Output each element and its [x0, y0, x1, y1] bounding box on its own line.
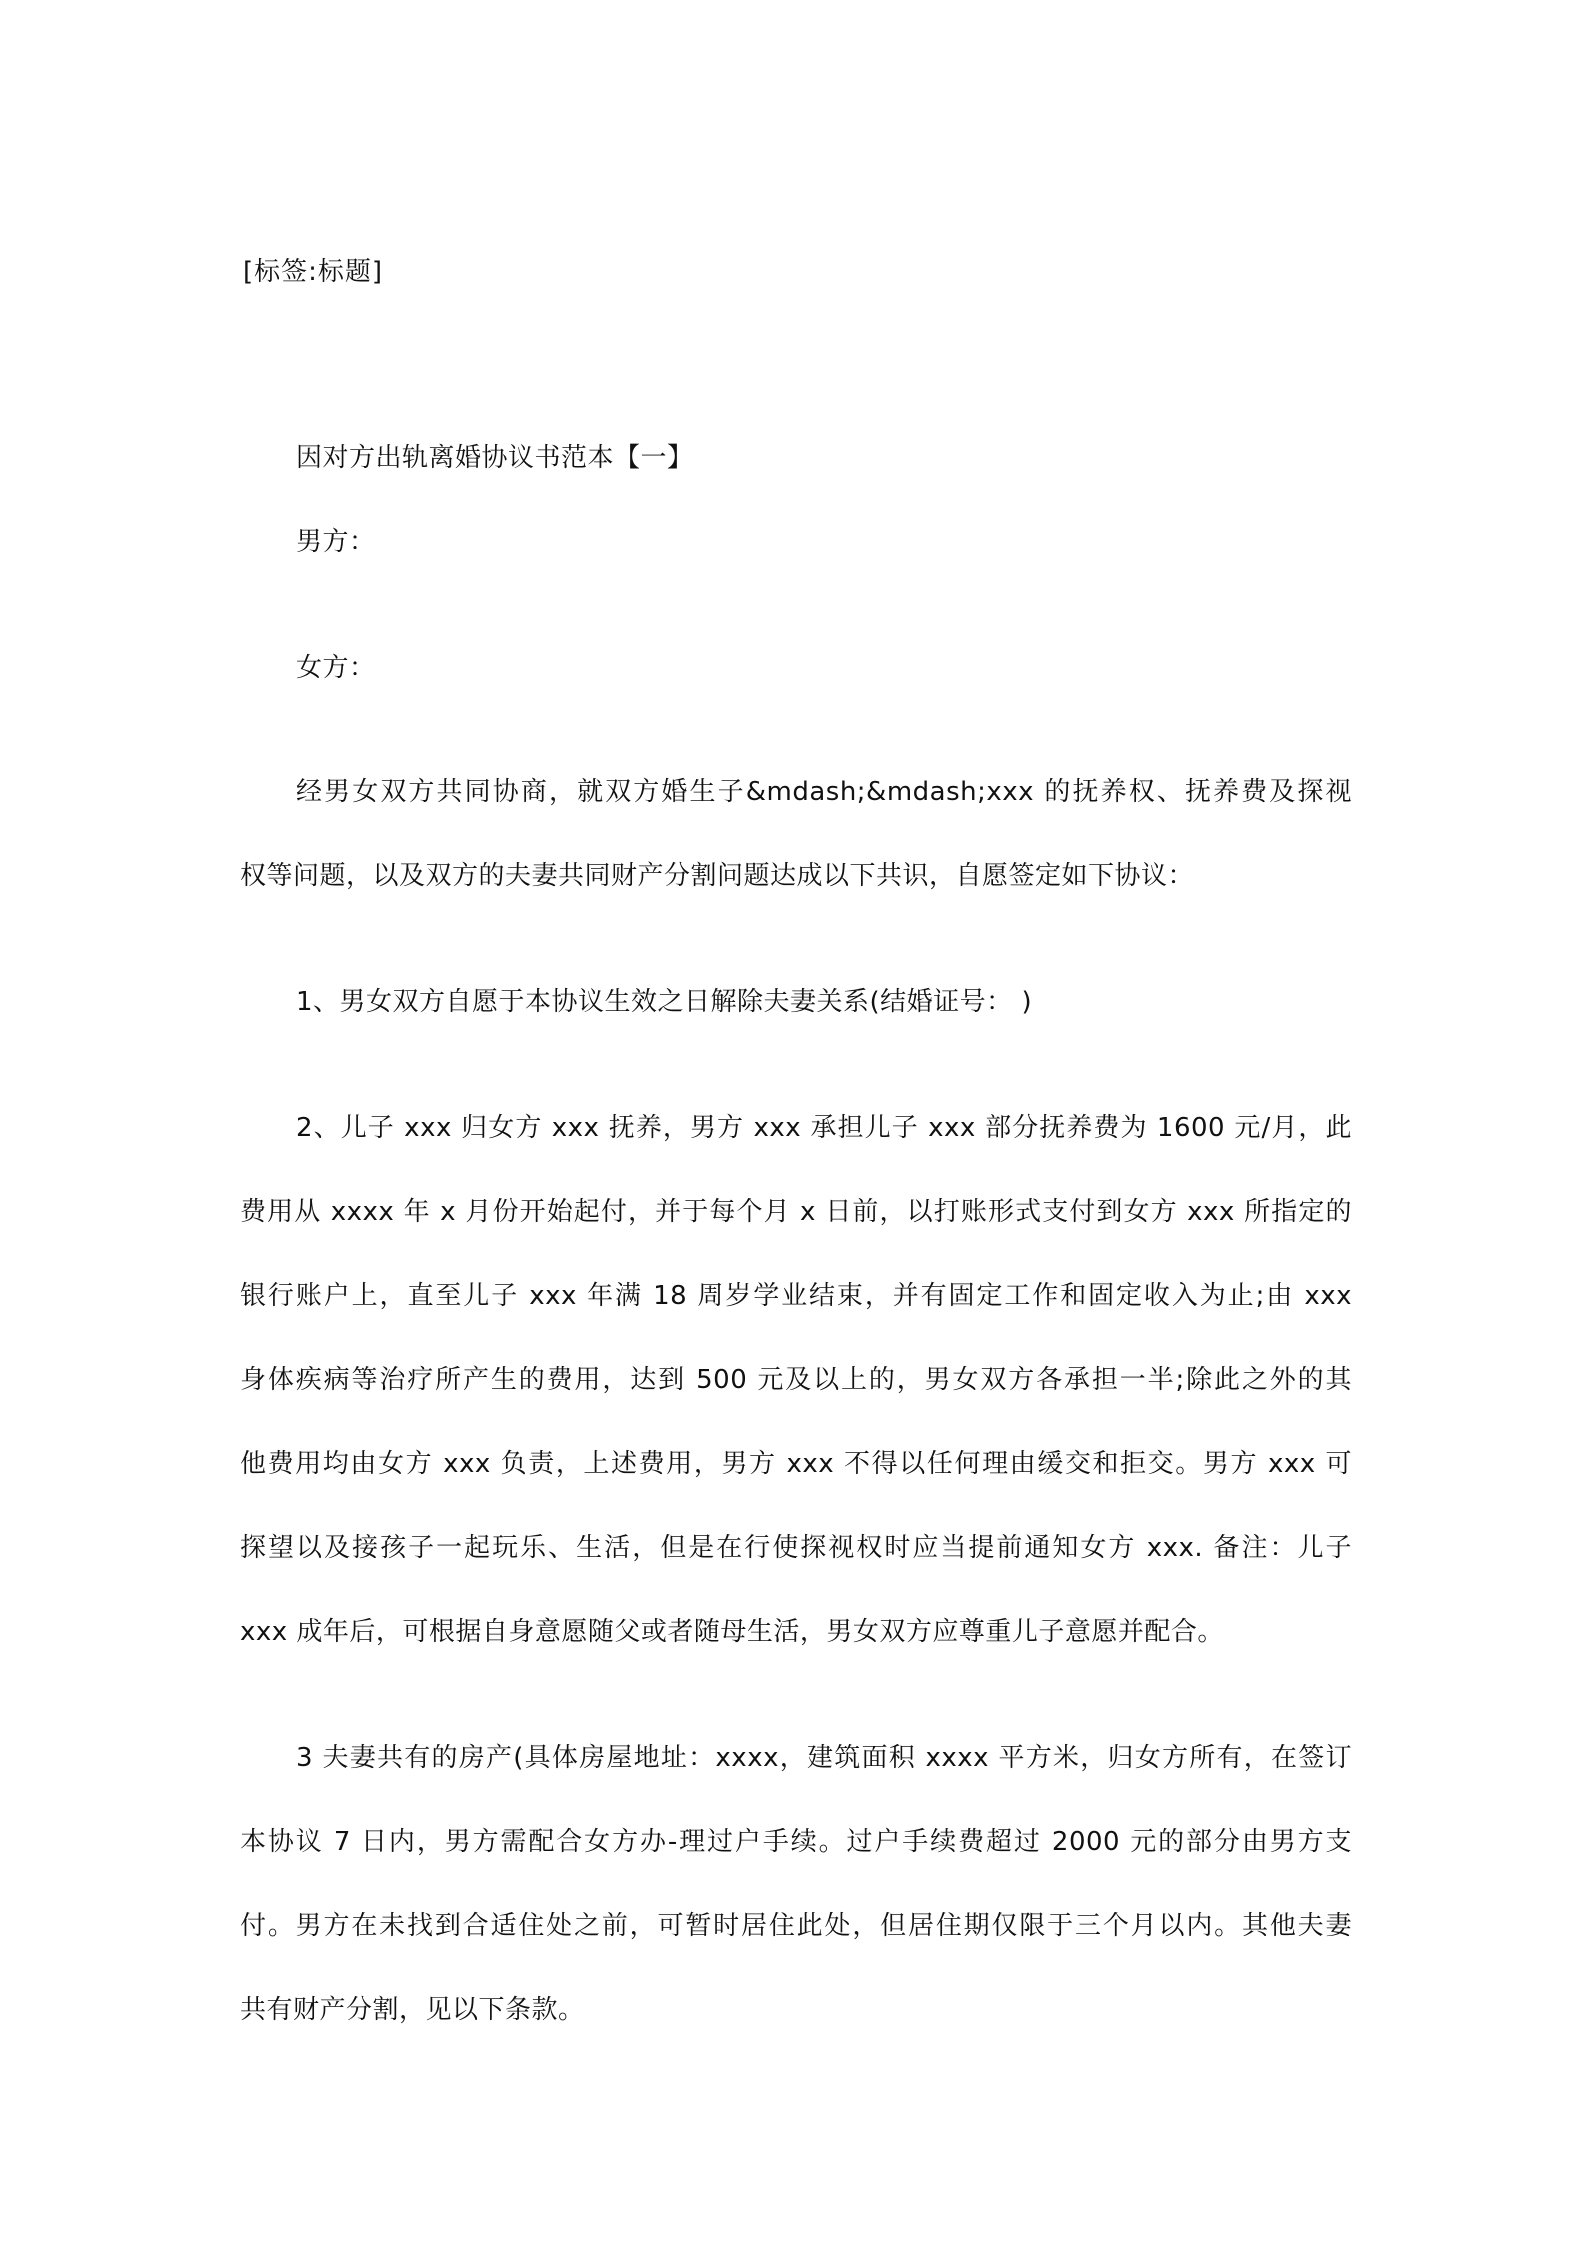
paragraph-line: 身体疾病等治疗所产生的费用，达到 500 元及以上的，男女双方各承担一半;除此之外的其: [240, 1365, 1352, 1395]
male-party-label: 男方：: [296, 527, 376, 557]
clause-2: [240, 1086, 1352, 1674]
document-body: [240, 416, 1352, 2052]
paragraph-line: 3 夫妻共有的房产(具体房屋地址：xxxx，建筑面积 xxxx 平方米，归女方所有，在签订: [296, 1743, 1352, 1773]
clause-3: [240, 1716, 1352, 2052]
paragraph-line: 费用从 xxxx 年 x 月份开始起付，并于每个月 x 日前，以打账形式支付到女方 xxx 所指定的: [240, 1197, 1352, 1227]
tag-label: [标签:标题]: [243, 257, 384, 287]
paragraph-line: 他费用均由女方 xxx 负责，上述费用，男方 xxx 不得以任何理由缓交和拒交。男方 xxx 可: [240, 1449, 1352, 1479]
paragraph-line: 共有财产分割，见以下条款。: [240, 1995, 585, 2025]
paragraph-line: 探望以及接孩子一起玩乐、生活，但是在行使探视权时应当提前通知女方 xxx. 备注：儿子: [240, 1533, 1352, 1563]
paragraph-line: 本协议 7 日内，男方需配合女方办-理过户手续。过户手续费超过 2000 元的部分由男方支: [240, 1827, 1352, 1857]
paragraph-line: 付。男方在未找到合适住处之前，可暂时居住此处，但居住期仅限于三个月以内。其他夫妻: [240, 1911, 1352, 1941]
paragraph-line: 2、儿子 xxx 归女方 xxx 抚养，男方 xxx 承担儿子 xxx 部分抚养费为 1600 元/月，此: [296, 1113, 1352, 1143]
intro-paragraph: [240, 750, 1352, 918]
paragraph-line: 银行账户上，直至儿子 xxx 年满 18 周岁学业结束，并有固定工作和固定收入为止;由 xxx: [240, 1281, 1352, 1311]
clause-1: [240, 960, 1352, 1044]
document-title: 因对方出轨离婚协议书范本【一】: [296, 443, 694, 473]
paragraph-line: 经男女双方共同协商，就双方婚生子&mdash;&mdash;xxx 的抚养权、抚养费及探视: [296, 777, 1352, 807]
paragraph-line: 权等问题，以及双方的夫妻共同财产分割问题达成以下共识，自愿签定如下协议：: [240, 861, 1195, 891]
paragraph-line: 1、男女双方自愿于本协议生效之日解除夫妻关系(结婚证号： ): [296, 987, 1033, 1017]
paragraph-line: xxx 成年后，可根据自身意愿随父或者随母生活，男女双方应尊重儿子意愿并配合。: [240, 1617, 1224, 1647]
female-party-label: 女方：: [296, 653, 376, 683]
